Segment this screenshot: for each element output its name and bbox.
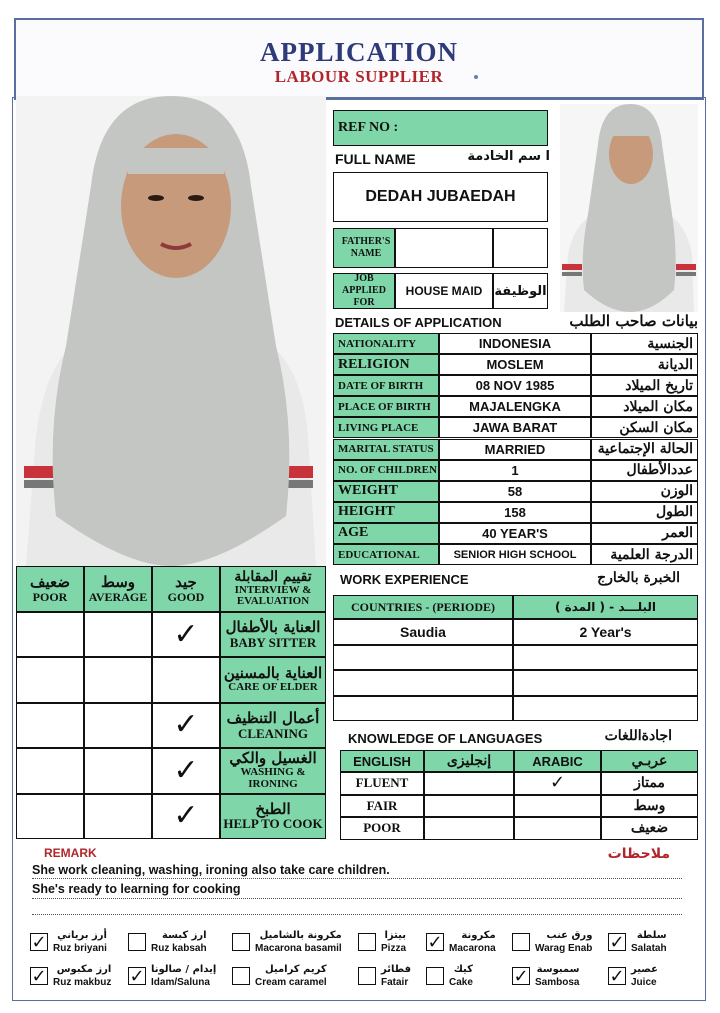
detail-label: NATIONALITY bbox=[333, 333, 439, 354]
detail-value: 1 bbox=[439, 460, 591, 481]
detail-label: PLACE OF BIRTH bbox=[333, 396, 439, 417]
eval-score-cell[interactable] bbox=[16, 657, 84, 702]
job-value: HOUSE MAID bbox=[395, 273, 493, 309]
food-label-ar: ارز كبسة bbox=[162, 930, 207, 941]
detail-label-ar: الطول bbox=[591, 502, 698, 523]
language-header: ARABIC bbox=[514, 750, 601, 772]
eval-skill-ar: العناية بالمسنين bbox=[223, 664, 323, 683]
food-item[interactable] bbox=[232, 924, 342, 960]
eval-header-ar: وسط bbox=[100, 572, 136, 591]
fathers-name-value bbox=[395, 228, 493, 268]
eval-score-cell[interactable] bbox=[16, 612, 84, 657]
work-country bbox=[333, 645, 513, 671]
page-subtitle: LABOUR SUPPLIER bbox=[274, 67, 444, 86]
food-label bbox=[53, 963, 111, 989]
food-label-ar: ارز مكبوس bbox=[56, 964, 112, 975]
food-label-en: Pizza bbox=[381, 943, 407, 954]
eval-score-cell[interactable] bbox=[16, 748, 84, 793]
remark-label: REMARK bbox=[44, 846, 97, 860]
food-item[interactable] bbox=[512, 924, 592, 960]
food-label bbox=[449, 929, 496, 955]
work-period bbox=[513, 696, 698, 722]
food-label bbox=[381, 963, 411, 989]
food-label-ar: سمبوسة bbox=[536, 964, 580, 975]
food-item[interactable] bbox=[358, 924, 406, 960]
eval-header-ar: جيد bbox=[175, 572, 197, 591]
checkbox[interactable]: ✓ bbox=[129, 965, 145, 987]
full-name-label: FULL NAME bbox=[335, 151, 416, 167]
full-name-label-ar: ا سم الخادمة bbox=[467, 149, 550, 164]
eval-header-en: AVERAGE bbox=[88, 589, 148, 604]
eval-skill-en: BABY SITTER bbox=[229, 634, 317, 650]
language-level-ar: ممتاز bbox=[601, 772, 698, 795]
detail-value: 40 YEAR'S bbox=[439, 523, 591, 544]
food-label-ar: عصير bbox=[631, 964, 658, 975]
applicant-photo-small bbox=[560, 104, 698, 312]
language-header: عربـي bbox=[601, 750, 698, 772]
eval-skill bbox=[220, 703, 326, 748]
checkbox[interactable]: ✓ bbox=[513, 965, 529, 987]
food-label-en: Cake bbox=[449, 977, 473, 988]
eval-score-cell[interactable] bbox=[152, 748, 220, 793]
language-level: FLUENT bbox=[340, 772, 424, 795]
checkbox[interactable]: ✓ bbox=[609, 931, 625, 953]
check-mark-icon: ✓ bbox=[173, 752, 199, 788]
decor-dot bbox=[474, 75, 478, 79]
detail-label: HEIGHT bbox=[333, 502, 439, 523]
food-label-ar: ورق عنب bbox=[546, 930, 593, 941]
food-label-en: Sambosa bbox=[535, 977, 580, 988]
work-period bbox=[513, 645, 698, 671]
food-label bbox=[449, 963, 473, 989]
remark-label-ar: ملاحظات bbox=[607, 846, 670, 862]
food-label-ar: مكرونة bbox=[461, 930, 496, 941]
arabic-level-cell[interactable]: ✓ bbox=[514, 772, 601, 795]
eval-skill bbox=[220, 657, 326, 702]
remark-line-2: She's ready to learning for cooking bbox=[32, 882, 241, 896]
work-country bbox=[333, 670, 513, 696]
checkbox[interactable]: ✓ bbox=[427, 931, 443, 953]
food-label bbox=[535, 929, 592, 955]
eval-skill-en: WASHING & IRONING bbox=[240, 766, 306, 790]
eval-skill bbox=[220, 748, 326, 793]
english-level-cell[interactable] bbox=[424, 772, 514, 795]
detail-label-ar: تاريخ الميلاد bbox=[591, 375, 698, 396]
details-title: DETAILS OF APPLICATION bbox=[335, 315, 502, 330]
eval-skill-en: CLEANING bbox=[237, 725, 309, 741]
eval-header-en: POOR bbox=[32, 589, 68, 604]
detail-value: 58 bbox=[439, 481, 591, 502]
detail-value: JAWA BARAT bbox=[439, 417, 591, 438]
full-name-value: DEDAH JUBAEDAH bbox=[333, 172, 548, 222]
food-label-ar: مكرونة بالشاميل bbox=[259, 930, 342, 941]
food-item[interactable] bbox=[426, 958, 473, 994]
food-label bbox=[255, 929, 342, 955]
eval-score-cell[interactable] bbox=[16, 794, 84, 839]
language-level: POOR bbox=[340, 817, 424, 840]
detail-label-ar: الجنسية bbox=[591, 333, 698, 354]
detail-label: EDUCATIONAL bbox=[333, 544, 439, 565]
food-label-en: Salatah bbox=[631, 943, 667, 954]
food-label-ar: فطائر bbox=[381, 964, 412, 975]
food-label bbox=[631, 963, 658, 989]
eval-header bbox=[152, 566, 220, 612]
checkbox[interactable] bbox=[426, 967, 444, 985]
checkbox[interactable] bbox=[358, 967, 376, 985]
food-item[interactable] bbox=[608, 924, 667, 960]
food-label-en: Ruz kabsah bbox=[151, 943, 207, 954]
checkbox[interactable]: ✓ bbox=[31, 931, 47, 953]
eval-score-cell[interactable] bbox=[152, 657, 220, 702]
detail-label: AGE bbox=[333, 523, 439, 544]
food-item[interactable] bbox=[608, 958, 658, 994]
language-header: إنجليزى bbox=[424, 750, 514, 772]
food-label bbox=[535, 963, 579, 989]
detail-label-ar: الديانة bbox=[591, 354, 698, 375]
eval-score-cell[interactable] bbox=[152, 794, 220, 839]
work-period bbox=[513, 670, 698, 696]
check-mark-icon: ✓ bbox=[173, 707, 199, 743]
food-label-en: Ruz briyani bbox=[53, 943, 107, 954]
detail-label-ar: الحالة الإجتماعية bbox=[591, 439, 698, 460]
ref-no-text: REF NO : bbox=[338, 120, 399, 135]
food-item[interactable] bbox=[128, 958, 216, 994]
work-col-countries: COUNTRIES - (PERIODE) bbox=[333, 595, 513, 619]
arabic-level-cell[interactable] bbox=[514, 817, 601, 840]
eval-skill-en: CARE OF ELDER bbox=[228, 681, 318, 694]
detail-label-ar: مكان السكن bbox=[591, 417, 698, 438]
eval-score-cell[interactable] bbox=[84, 612, 152, 657]
food-label-en: Juice bbox=[631, 977, 657, 988]
detail-value: INDONESIA bbox=[439, 333, 591, 354]
food-label-ar: كيك bbox=[453, 964, 473, 975]
eval-score-cell[interactable] bbox=[84, 703, 152, 748]
eval-skill-ar: أعمال التنظيف bbox=[226, 708, 320, 727]
check-mark-icon: ✓ bbox=[173, 616, 199, 652]
work-col-period: البلـــد - ( المدة ) bbox=[513, 595, 698, 619]
languages-title-ar: اجادةاللغات bbox=[604, 728, 672, 744]
eval-skill-ar: الغسيل والكي bbox=[229, 749, 317, 768]
checkbox[interactable] bbox=[232, 967, 250, 985]
food-label-en: Warag Enab bbox=[535, 943, 593, 954]
check-mark-icon: ✓ bbox=[173, 798, 199, 834]
eval-skill-ar: الطبخ bbox=[255, 799, 291, 818]
remark-underline-1 bbox=[32, 878, 682, 879]
detail-value: 158 bbox=[439, 502, 591, 523]
food-label bbox=[151, 963, 216, 989]
eval-skill-ar: العناية بالأطفال bbox=[225, 618, 321, 636]
checkbox[interactable] bbox=[128, 933, 146, 951]
food-label-ar: سلطة bbox=[636, 930, 667, 941]
food-label bbox=[53, 929, 107, 955]
food-label-en: Macarona bbox=[449, 943, 496, 954]
detail-value: MOSLEM bbox=[439, 354, 591, 375]
header-box bbox=[14, 18, 704, 100]
eval-header bbox=[220, 566, 326, 612]
detail-label-ar: الوزن bbox=[591, 481, 698, 502]
fathers-name-extra bbox=[493, 228, 548, 268]
food-item[interactable] bbox=[426, 924, 496, 960]
food-label-en: Cream caramel bbox=[255, 977, 327, 988]
job-label: JOB APPLIED FOR bbox=[333, 273, 395, 309]
eval-score-cell[interactable] bbox=[84, 657, 152, 702]
eval-header-ar: تقييم المقابلة bbox=[234, 569, 312, 586]
food-item[interactable] bbox=[358, 958, 411, 994]
applicant-photo-large bbox=[16, 96, 326, 566]
detail-label: LIVING PLACE bbox=[333, 417, 439, 438]
detail-value: MARRIED bbox=[439, 439, 591, 460]
eval-header bbox=[16, 566, 84, 612]
detail-label-ar: عددالأطفال bbox=[591, 460, 698, 481]
checkbox[interactable] bbox=[512, 933, 530, 951]
page-title: APPLICATION bbox=[259, 37, 458, 67]
food-item[interactable] bbox=[30, 958, 111, 994]
work-period: 2 Year's bbox=[513, 619, 698, 645]
remark-underline-3 bbox=[32, 914, 682, 915]
detail-label-ar: الدرجة العلمية bbox=[591, 544, 698, 565]
food-label-en: Ruz makbuz bbox=[53, 977, 112, 988]
food-item[interactable] bbox=[232, 958, 327, 994]
eval-header-en: INTERVIEW & EVALUATION bbox=[234, 583, 312, 608]
eval-score-cell[interactable] bbox=[152, 612, 220, 657]
eval-score-cell[interactable] bbox=[84, 794, 152, 839]
food-label-ar: كريم كراميل bbox=[264, 964, 327, 975]
detail-label-ar: العمر bbox=[591, 523, 698, 544]
language-level-ar: ضعيف bbox=[601, 817, 698, 840]
languages-title: KNOWLEDGE OF LANGUAGES bbox=[348, 731, 543, 746]
checkbox[interactable]: ✓ bbox=[609, 965, 625, 987]
eval-score-cell[interactable] bbox=[84, 748, 152, 793]
detail-value: 08 NOV 1985 bbox=[439, 375, 591, 396]
food-item[interactable] bbox=[512, 958, 579, 994]
checkbox[interactable] bbox=[358, 933, 376, 951]
fathers-name-label: FATHER'S NAME bbox=[333, 228, 395, 268]
checkbox[interactable]: ✓ bbox=[31, 965, 47, 987]
work-experience-title: WORK EXPERIENCE bbox=[340, 572, 469, 587]
food-label bbox=[151, 929, 207, 955]
detail-label: DATE OF BIRTH bbox=[333, 375, 439, 396]
eval-skill bbox=[220, 612, 326, 657]
food-label-ar: أرز برياني bbox=[57, 930, 107, 941]
detail-label-ar: مكان الميلاد bbox=[591, 396, 698, 417]
eval-score-cell[interactable] bbox=[16, 703, 84, 748]
food-label-ar: إيدام / صالونا bbox=[151, 964, 217, 975]
checkbox[interactable] bbox=[232, 933, 250, 951]
eval-skill bbox=[220, 794, 326, 839]
arabic-level-cell[interactable] bbox=[514, 795, 601, 818]
detail-label: NO. OF CHILDREN bbox=[333, 460, 439, 481]
detail-value: SENIOR HIGH SCHOOL bbox=[439, 544, 591, 565]
food-label bbox=[255, 963, 327, 989]
food-label bbox=[381, 929, 406, 955]
food-label bbox=[631, 929, 667, 955]
detail-label: MARITAL STATUS bbox=[333, 439, 439, 460]
food-item[interactable] bbox=[128, 924, 207, 960]
detail-value: MAJALENGKA bbox=[439, 396, 591, 417]
job-label-ar: الوظيفة bbox=[493, 273, 548, 309]
food-label-ar: بيتزا bbox=[384, 930, 407, 941]
language-level-ar: وسط bbox=[601, 795, 698, 818]
detail-label: RELIGION bbox=[333, 354, 439, 375]
eval-header-en: GOOD bbox=[167, 589, 205, 604]
language-level: FAIR bbox=[340, 795, 424, 818]
work-country bbox=[333, 696, 513, 722]
food-label-en: Idam/Saluna bbox=[151, 977, 210, 988]
eval-header-ar: ضعيف bbox=[29, 572, 71, 591]
work-country: Saudia bbox=[333, 619, 513, 645]
ref-no-label bbox=[333, 110, 548, 146]
details-title-ar: بيانات صاحب الطلب bbox=[569, 312, 698, 330]
eval-skill-en: HELP TO COOK bbox=[223, 816, 323, 832]
english-level-cell[interactable] bbox=[424, 817, 514, 840]
remark-underline-2 bbox=[32, 898, 682, 899]
food-label-en: Fatair bbox=[381, 977, 409, 988]
language-header: ENGLISH bbox=[340, 750, 424, 772]
work-experience-title-ar: الخبرة بالخارج bbox=[597, 570, 680, 586]
remark-line-1: She work cleaning, washing, ironing also take care children. bbox=[32, 863, 390, 877]
eval-header bbox=[84, 566, 152, 612]
english-level-cell[interactable] bbox=[424, 795, 514, 818]
detail-label: WEIGHT bbox=[333, 481, 439, 502]
eval-score-cell[interactable] bbox=[152, 703, 220, 748]
food-label-en: Macarona basamil bbox=[255, 943, 342, 954]
food-item[interactable] bbox=[30, 924, 107, 960]
